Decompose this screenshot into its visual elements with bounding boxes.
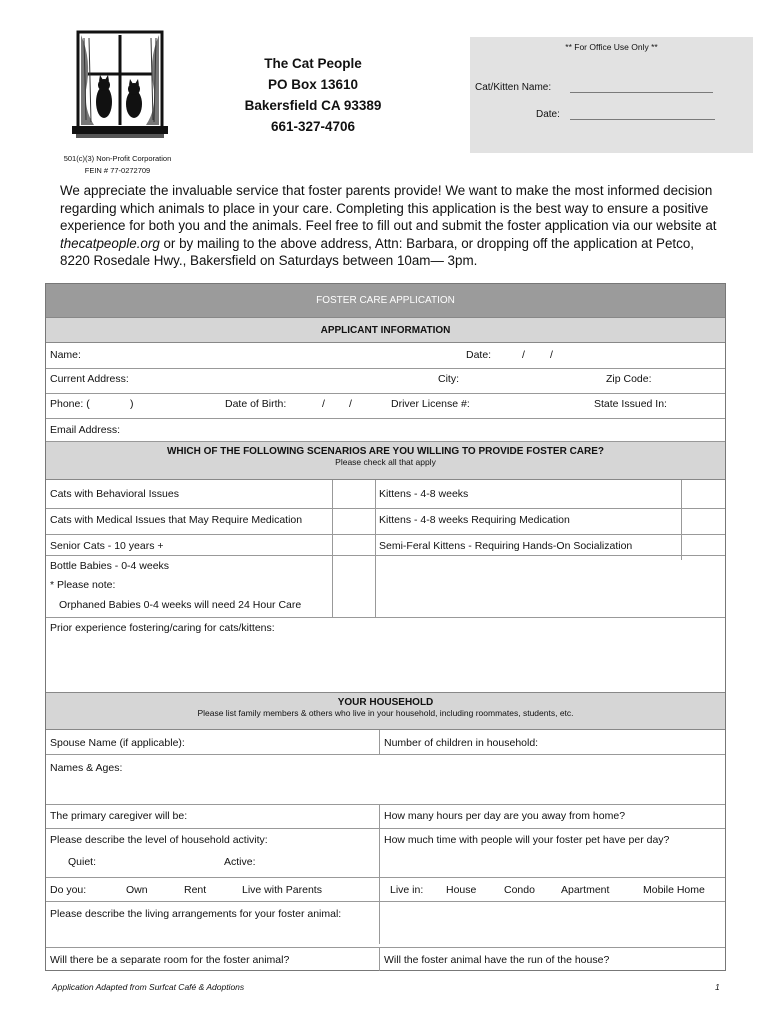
do-you-label: Do you:: [50, 884, 87, 896]
org-phone: 661-327-4706: [270, 119, 356, 134]
scenario-medical: Cats with Medical Issues that May Require Medication: [50, 514, 303, 526]
bottle-note-label: * Please note:: [50, 579, 116, 591]
children-label[interactable]: Number of children in household:: [384, 737, 539, 749]
bottle-note-text: Orphaned Babies 0-4 weeks will need 24 Hour Care: [59, 599, 302, 611]
condo-option[interactable]: Condo: [504, 884, 535, 896]
rent-option[interactable]: Rent: [184, 884, 207, 896]
phone-label[interactable]: Phone: (: [50, 398, 90, 410]
scenario-bottle-babies: Bottle Babies - 0-4 weeks: [50, 560, 170, 572]
date-slash-2: /: [550, 349, 553, 361]
scenarios-band: [46, 442, 725, 480]
org-name: The Cat People: [264, 56, 362, 71]
office-use-box: [470, 37, 753, 153]
active-option[interactable]: Active:: [224, 856, 256, 868]
scenario-kittens: Kittens - 4-8 weeks: [379, 488, 469, 500]
caregiver-label[interactable]: The primary caregiver will be:: [50, 810, 188, 822]
dob-label[interactable]: Date of Birth:: [225, 398, 287, 410]
living-arrangements-label[interactable]: Please describe the living arrangements for your foster animal:: [50, 908, 342, 920]
page-number: 1: [715, 982, 720, 992]
hours-away-label[interactable]: How many hours per day are you away from home?: [384, 810, 626, 822]
time-with-people-label[interactable]: How much time with people will your foster pet have per day?: [384, 834, 670, 846]
scenarios-subheader: Please check all that apply: [335, 457, 436, 467]
date-slash-1: /: [522, 349, 525, 361]
household-band: [46, 692, 725, 730]
scenario-semi-feral: Semi-Feral Kittens - Requiring Hands-On Socialization: [379, 540, 633, 552]
cat-window-logo: [72, 30, 168, 148]
activity-label[interactable]: Please describe the level of household activity:: [50, 834, 268, 846]
dob-slash-1: /: [322, 398, 325, 410]
nonprofit-status: 501(c)(3) Non-Profit Corporation: [63, 154, 172, 163]
nonprofit-info: [55, 153, 180, 177]
state-label[interactable]: State Issued In:: [594, 398, 667, 410]
names-ages-label[interactable]: Names & Ages:: [50, 762, 123, 774]
house-option[interactable]: House: [446, 884, 477, 896]
mobile-home-option[interactable]: Mobile Home: [643, 884, 705, 896]
website-link[interactable]: thecatpeople.org: [60, 235, 160, 251]
scenario-behavioral: Cats with Behavioral Issues: [50, 488, 179, 500]
household-subheader: Please list family members & others who live in your household, including roommates, students, etc.: [197, 708, 574, 718]
intro-paragraph: [60, 182, 720, 270]
email-label[interactable]: Email Address:: [50, 424, 121, 436]
run-of-house-label[interactable]: Will the foster animal have the run of the house?: [384, 954, 610, 966]
live-in-label: Live in:: [390, 884, 424, 896]
phone-close-paren: ): [130, 398, 134, 410]
name-label[interactable]: Name:: [50, 349, 81, 361]
quiet-option[interactable]: Quiet:: [68, 856, 97, 868]
po-box: PO Box 13610: [267, 77, 359, 92]
intro-text-2: or by mailing to the above address, Attn: Barbara, or dropping off the application at Petco, 8220 Rosedale Hwy., Bakersfield on Saturdays between 10am— 3pm.: [60, 235, 694, 269]
footer-source: Application Adapted from Surfcat Café & Adoptions: [52, 982, 245, 992]
form-title: FOSTER CARE APPLICATION: [46, 284, 725, 318]
apartment-option[interactable]: Apartment: [561, 884, 610, 896]
organization-address: [228, 53, 398, 137]
zip-label[interactable]: Zip Code:: [606, 373, 652, 385]
date-label[interactable]: Date:: [466, 349, 492, 361]
dob-slash-2: /: [349, 398, 352, 410]
scenario-kittens-medication: Kittens - 4-8 weeks Requiring Medication: [379, 514, 570, 526]
own-option[interactable]: Own: [126, 884, 148, 896]
address-label[interactable]: Current Address:: [50, 373, 129, 385]
intro-text-1: We appreciate the invaluable service that foster parents provide! We want to make the most informed decision regarding which animals to place in your care. Completing this application is the best way to ensure a positive experience for both you and the animals. Feel free to fill out and submit the foster application via our website at: [60, 183, 717, 234]
office-date-field[interactable]: [570, 107, 715, 120]
office-date-label: Date:: [536, 109, 560, 120]
scenarios-header: WHICH OF THE FOLLOWING SCENARIOS ARE YOU WILLING TO PROVIDE FOSTER CARE?: [166, 446, 605, 457]
city-label[interactable]: City:: [438, 373, 459, 385]
office-use-title: ** For Office Use Only **: [565, 42, 658, 52]
live-with-parents-option[interactable]: Live with Parents: [242, 884, 322, 896]
prior-experience-label[interactable]: Prior experience fostering/caring for cats/kittens:: [50, 622, 275, 634]
cat-name-field[interactable]: [570, 80, 713, 93]
scenario-senior: Senior Cats - 10 years +: [50, 540, 164, 552]
city-line: Bakersfield CA 93389: [244, 98, 382, 113]
license-label[interactable]: Driver License #:: [391, 398, 470, 410]
spouse-label[interactable]: Spouse Name (if applicable):: [50, 737, 185, 749]
household-header: YOUR HOUSEHOLD: [337, 697, 434, 708]
foster-application-form: [45, 283, 726, 971]
separate-room-label[interactable]: Will there be a separate room for the foster animal?: [50, 954, 290, 966]
applicant-header: APPLICANT INFORMATION: [46, 318, 725, 343]
fein-number: FEIN # 77-0272709: [84, 166, 151, 175]
cat-name-label: Cat/Kitten Name:: [475, 82, 552, 93]
